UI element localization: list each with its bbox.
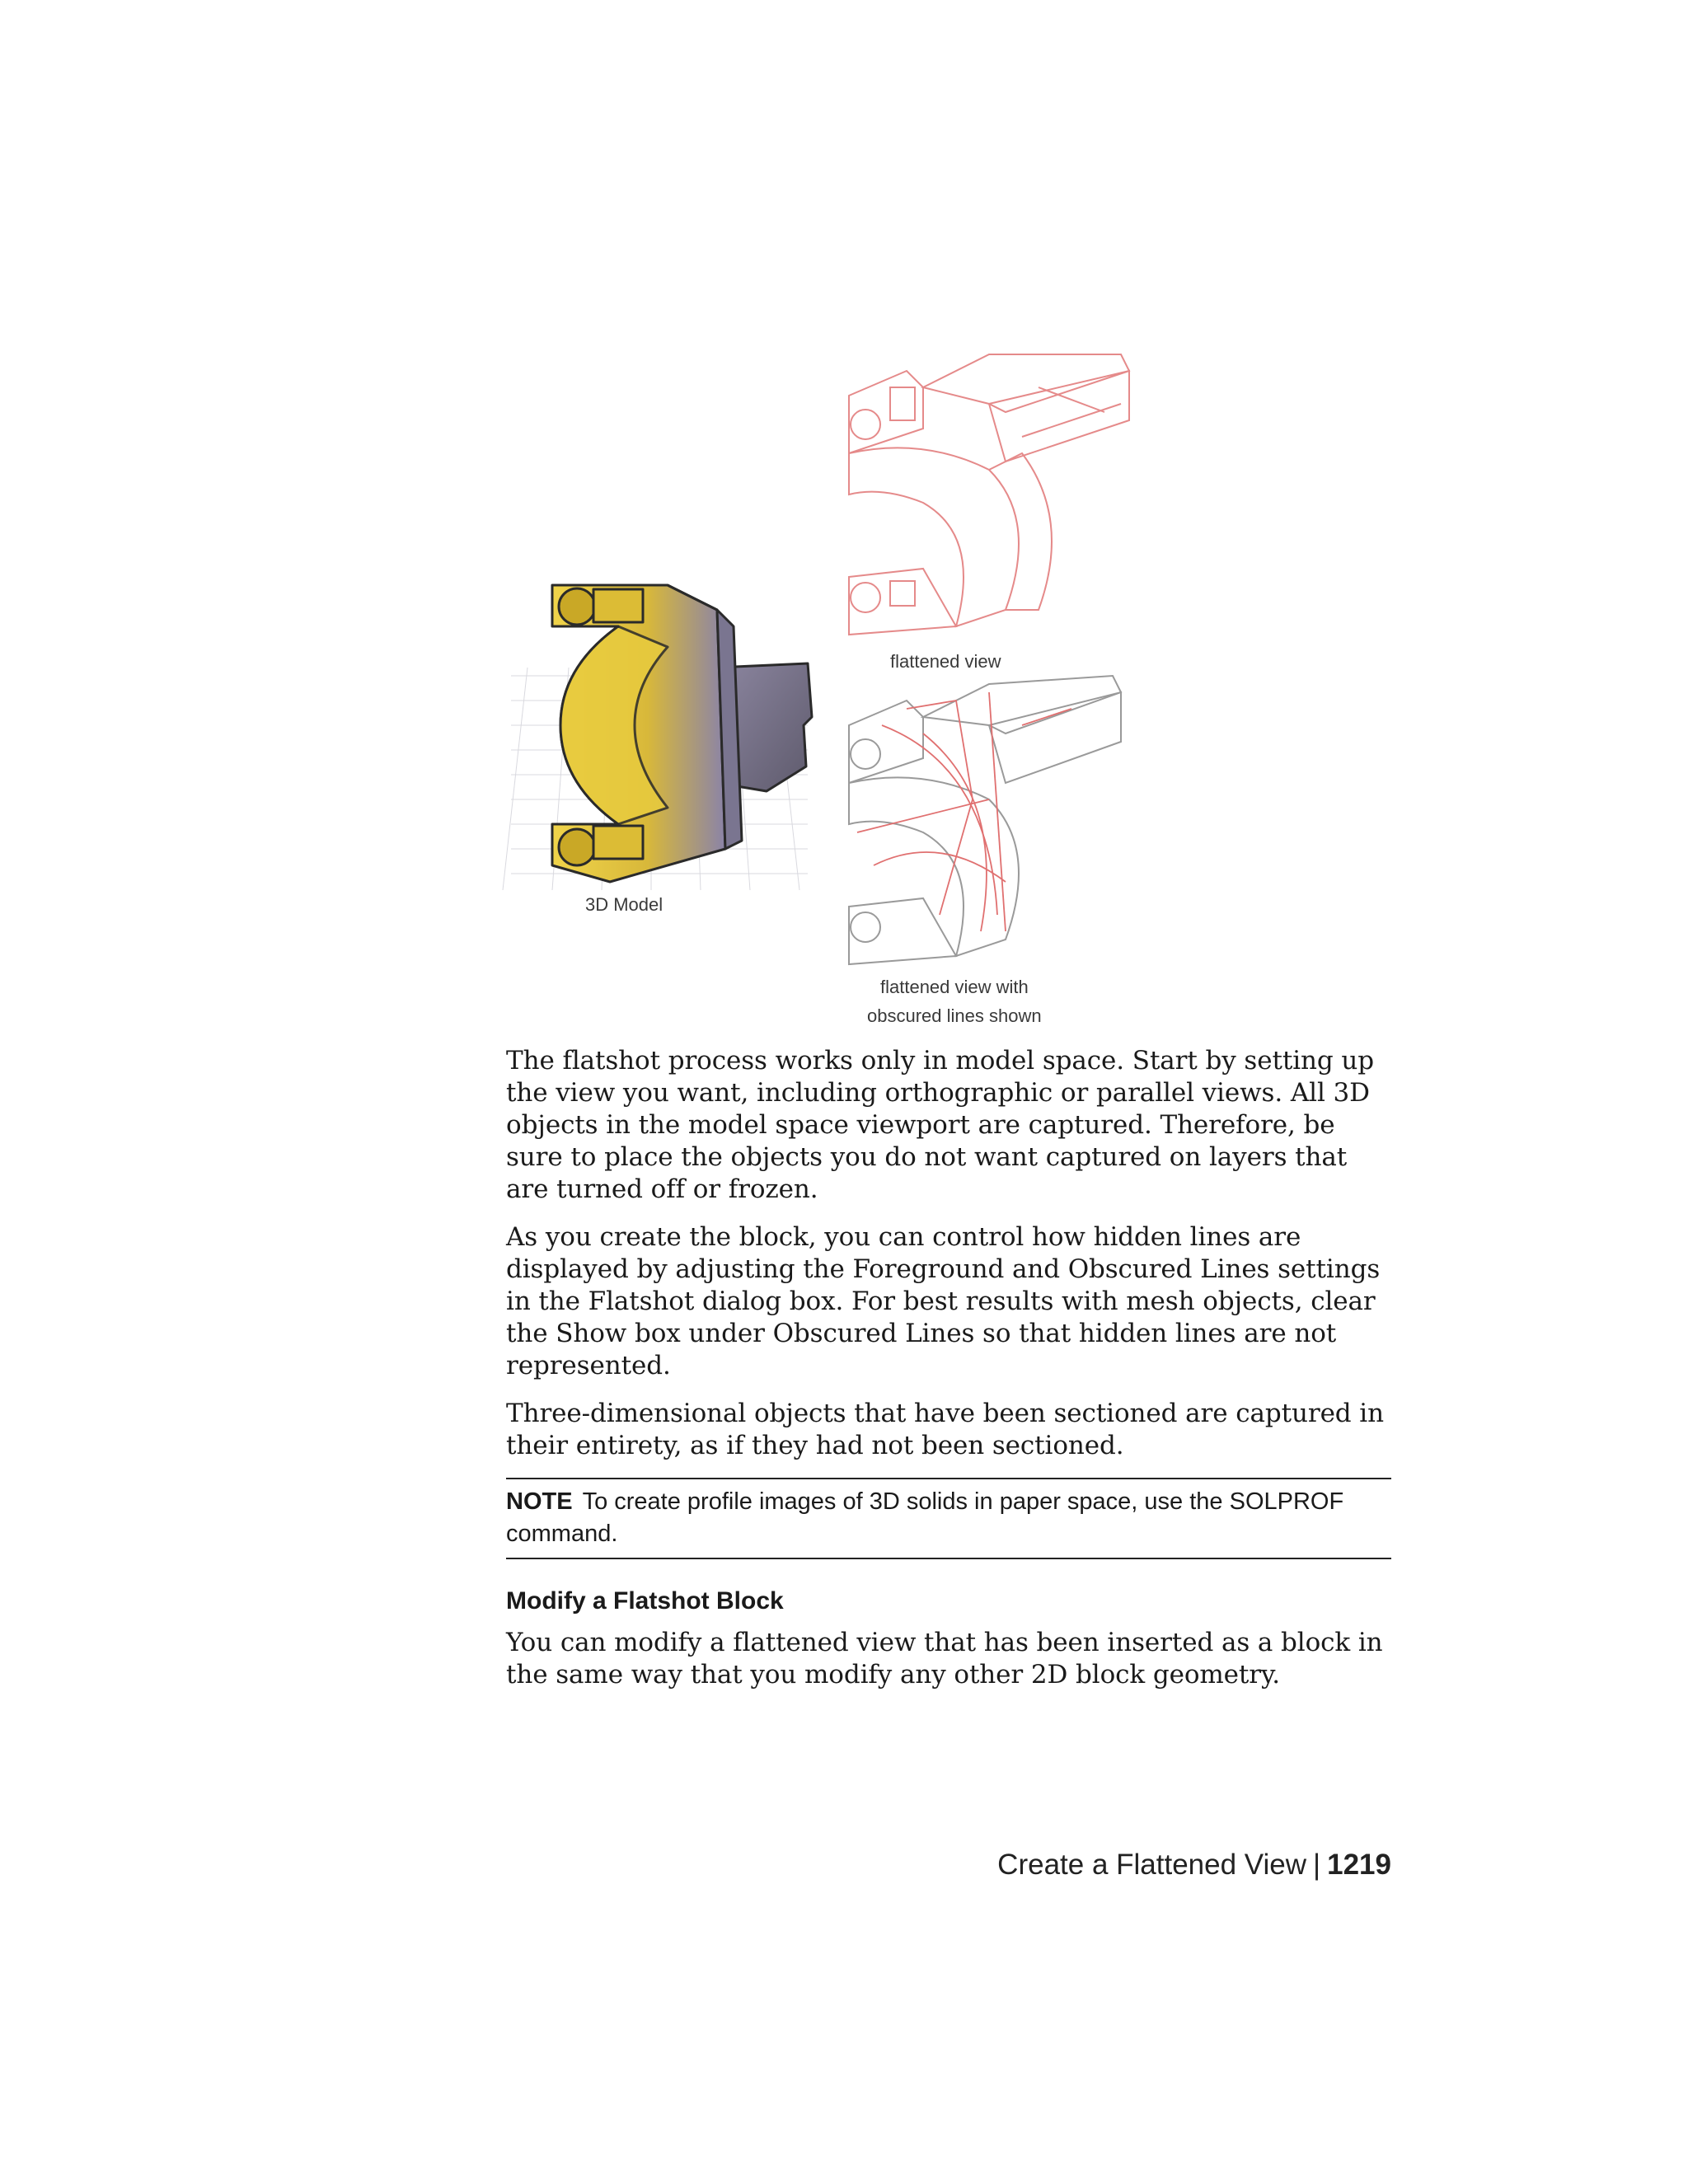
section-heading: Modify a Flatshot Block (506, 1587, 784, 1615)
figure-flatshot-illustration (495, 338, 1401, 1038)
caption-3d-model: 3D Model (585, 894, 663, 915)
section-paragraph: You can modify a flattened view that has been inserted as a block in the same way that you modify any other 2D block geometry. (506, 1628, 1383, 1690)
page-footer (997, 1849, 1391, 1882)
footer-title: Create a Flattened View (997, 1849, 1307, 1881)
footer-separator: | (1313, 1849, 1321, 1881)
paragraph-2: As you create the block, you can control how hidden lines are displayed by adjusting the Foreground and Obscured Lines settings in the Flatshot dialog box. For best results with mesh objects, clear the Show box under Obscured Lines so that hidden lines are not represented. (506, 1222, 1381, 1380)
flattened-view-drawing (849, 354, 1129, 635)
illustration-svg (495, 338, 1401, 1038)
caption-flattened-view: flattened view (890, 651, 1001, 672)
caption-obscured-line2: obscured lines shown (867, 1005, 1042, 1026)
body-text (506, 1045, 1391, 1707)
note-box (506, 1478, 1391, 1559)
paragraph-3: Three-dimensional objects that have been sectioned are captured in their entirety, as if they had not been sectioned. (506, 1399, 1384, 1460)
paragraph-1: The flatshot process works only in model space. Start by setting up the view you want, including orthographic or parallel views. All 3D objects in the model space viewport are captured. Therefore, be sure to place the objects you do not want captured on layers that are turned off or frozen. (506, 1046, 1374, 1204)
page-number: 1219 (1327, 1849, 1391, 1881)
model-3d-part (552, 585, 812, 882)
note-label: NOTE (506, 1488, 573, 1515)
obscured-view-drawing (849, 676, 1121, 964)
caption-obscured-line1: flattened view with (880, 977, 1029, 997)
note-text: To create profile images of 3D solids in paper space, use the SOLPROF command. (506, 1488, 1344, 1547)
